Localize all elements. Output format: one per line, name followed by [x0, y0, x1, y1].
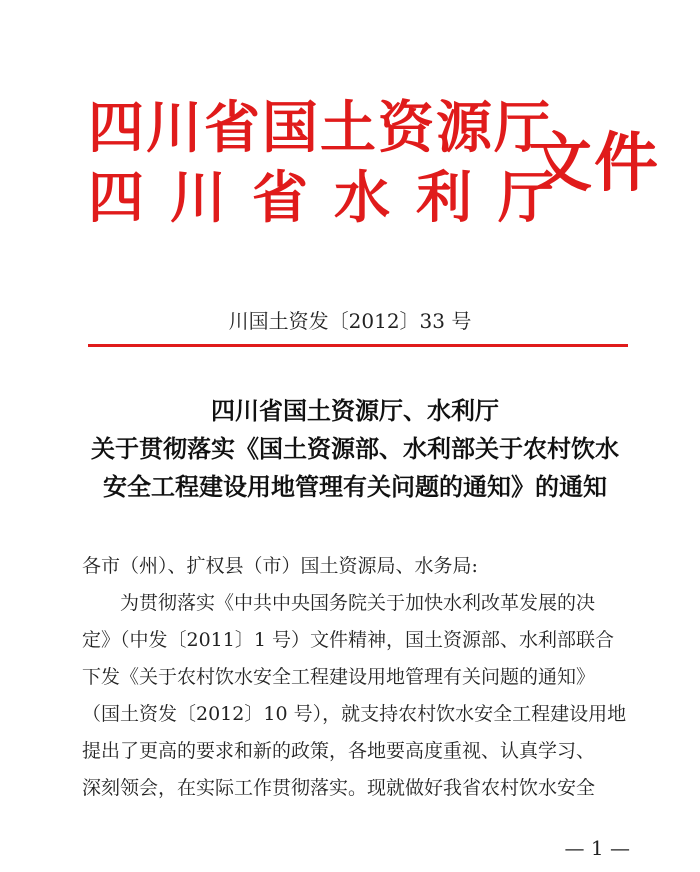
page-number: — 1 —: [564, 836, 630, 860]
document-number: 川国土资发〔2012〕33 号: [228, 309, 472, 333]
body-line: （国土资发〔2012〕10 号），就支持农村饮水安全工程建设用地: [82, 703, 627, 725]
salutation: 各市（州）、扩权县（市）国土资源局、水务局:: [82, 555, 478, 577]
red-divider-line: [88, 344, 628, 347]
title-line: 关于贯彻落实《国土资源部、水利部关于农村饮水: [91, 434, 619, 463]
issuer-header: [88, 92, 660, 252]
document-title: [60, 392, 650, 506]
body-line: 下发《关于农村饮水安全工程建设用地管理有关问题的通知》: [82, 666, 596, 688]
body-line: 深刻领会，在实际工作贯彻落实。现就做好我省农村饮水安全: [82, 777, 596, 799]
title-line: 四川省国土资源厅、水利厅: [211, 396, 499, 425]
issuer-name-water-resources: 四川省水利厅: [88, 165, 580, 231]
body-line: 为贯彻落实《中共中央国务院关于加快水利改革发展的决: [120, 592, 596, 614]
document-word: 文件: [528, 126, 660, 201]
body-line: 提出了更高的要求和新的政策，各地要高度重视、认真学习、: [82, 740, 596, 762]
title-line: 安全工程建设用地管理有关问题的通知》的通知: [103, 472, 607, 501]
document-body: [82, 548, 642, 807]
body-line: 定》（中发〔2011〕1 号）文件精神，国土资源部、水利部联合: [82, 629, 614, 651]
issuer-name-land-resources: 四川省国土资源厅: [88, 95, 552, 161]
